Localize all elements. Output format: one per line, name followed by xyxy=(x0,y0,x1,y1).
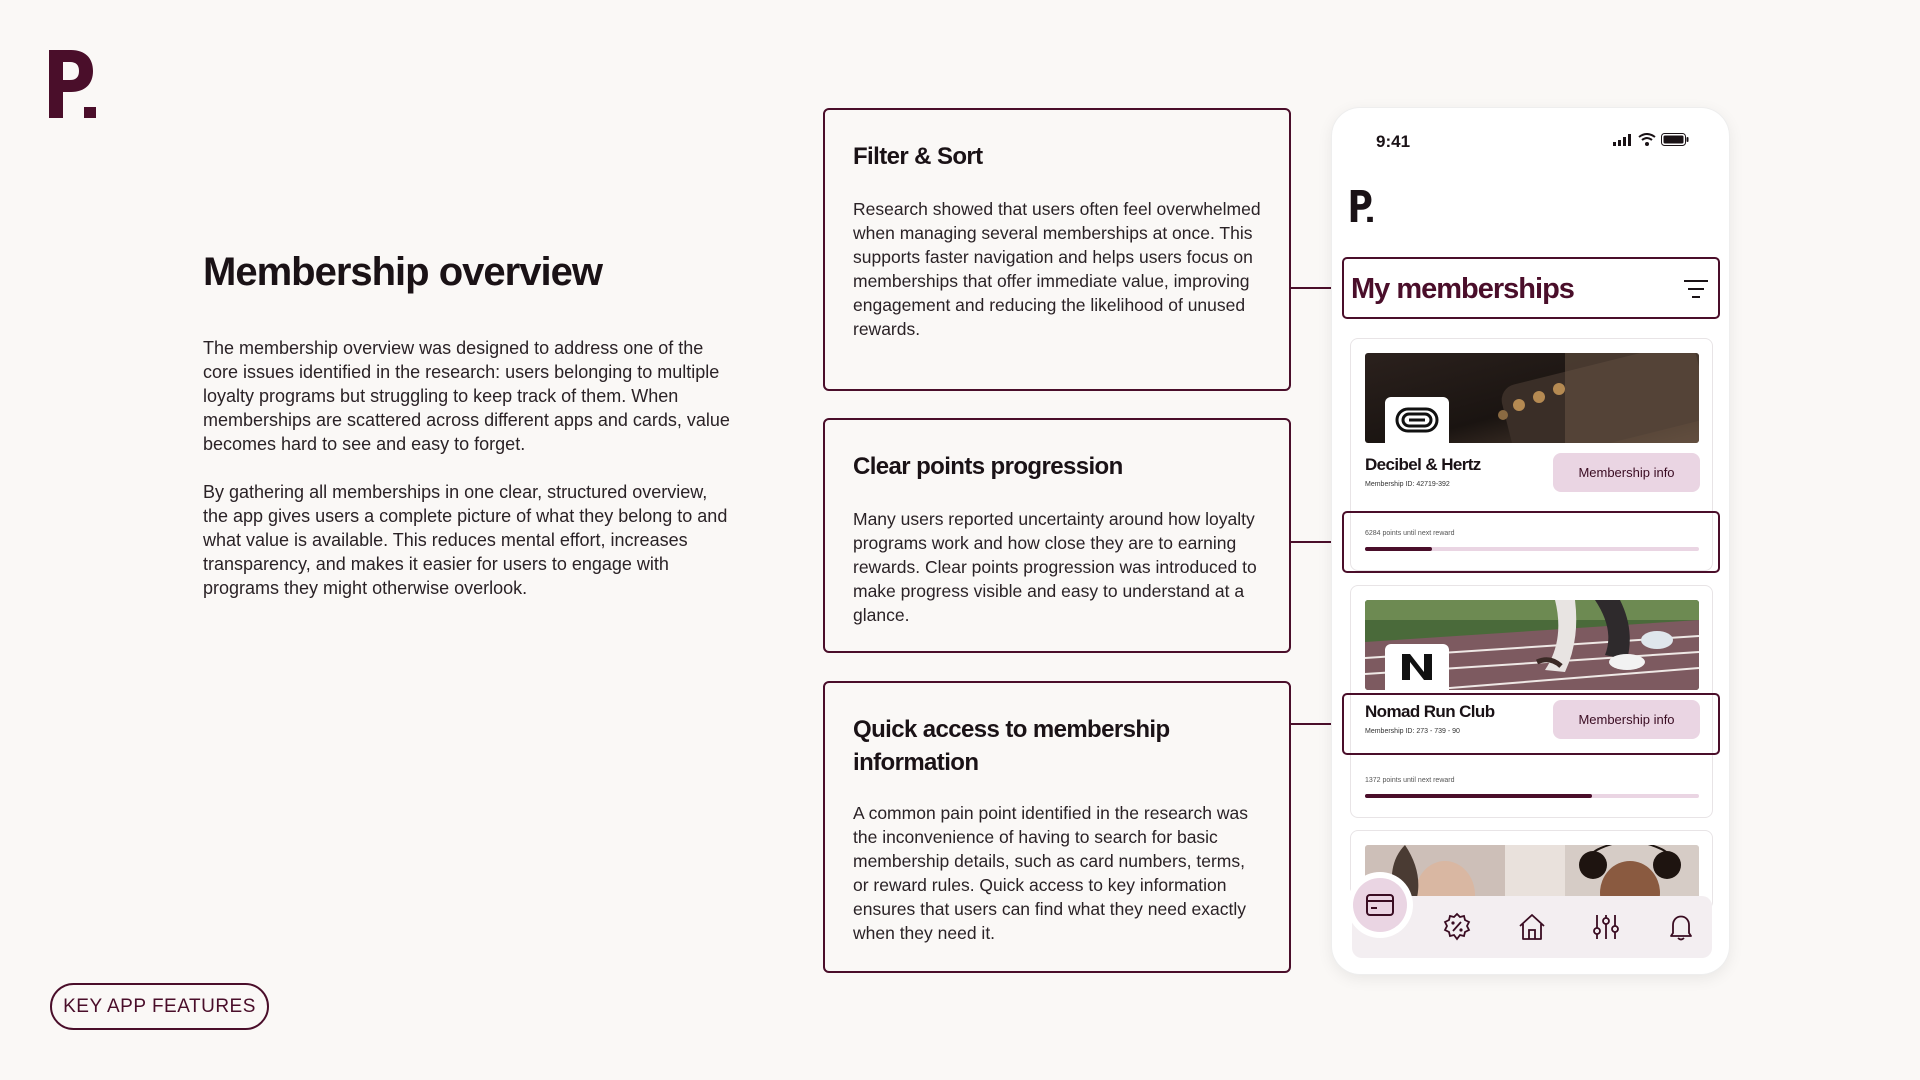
status-icons xyxy=(1613,133,1689,146)
feature-title: Clear points progression xyxy=(853,453,1123,480)
points-progress-bar xyxy=(1365,794,1699,798)
detail-paragraph: By gathering all memberships in one clear, structured overview, the app gives users a complete picture of what they belong to and what value is available. This reduces mental effort, increases transparency, and makes it easier for users to engage with programs they might otherwise overlook. xyxy=(203,482,728,598)
nomad-run-club-logo-icon xyxy=(1400,652,1434,682)
decibel-hertz-logo-icon xyxy=(1394,405,1440,435)
brand-badge xyxy=(1385,644,1449,690)
filter-icon[interactable] xyxy=(1683,278,1709,300)
signal-icon xyxy=(1613,134,1633,146)
bell-icon[interactable] xyxy=(1666,912,1696,942)
battery-icon xyxy=(1661,133,1689,146)
membership-name: Decibel & Hertz xyxy=(1365,455,1481,474)
membership-info-highlight xyxy=(1342,693,1720,755)
feature-body: A common pain point identified in the research was the inconvenience of having to search for basic membership details, such as card numbers, terms, or reward rules. Quick access to key information ensures that users can find what they need exactly when they need it. xyxy=(853,803,1248,943)
my-memberships-header xyxy=(1342,257,1720,319)
brand-logo xyxy=(49,50,99,118)
discount-icon[interactable] xyxy=(1442,912,1472,942)
membership-id: Membership ID: 273 - 739 - 90 xyxy=(1365,728,1460,735)
card-icon xyxy=(1366,894,1394,916)
feature-card-filter-sort xyxy=(823,108,1291,391)
nav-memberships-button[interactable] xyxy=(1353,878,1407,932)
home-icon[interactable] xyxy=(1517,912,1547,942)
status-time: 9:41 xyxy=(1376,132,1411,151)
membership-name: Nomad Run Club xyxy=(1365,702,1495,721)
brand-badge xyxy=(1385,397,1449,443)
feature-card-points-progression xyxy=(823,418,1291,653)
membership-info-button[interactable]: Membership info xyxy=(1553,700,1700,739)
membership-id: Membership ID: 42719-392 xyxy=(1365,481,1450,488)
feature-body: Research showed that users often feel overwhelmed when managing several memberships at once. This supports faster navigation and helps users focus on memberships that offer immediate value, improving engagement and reducing the likelihood of unused rewards. xyxy=(853,199,1261,339)
page-title: Membership overview xyxy=(203,250,602,294)
points-until-reward: 6284 points until next reward xyxy=(1365,530,1455,537)
sliders-icon[interactable] xyxy=(1591,912,1621,942)
key-app-features-tag: KEY APP FEATURES xyxy=(50,983,269,1030)
intro-paragraph: The membership overview was designed to address one of the core issues identified in the research: users belonging to multiple loyalty programs but struggling to keep track of them. When memberships are scattered across different apps and cards, value becomes hard to see and easy to forget. xyxy=(203,338,730,454)
progress-fill xyxy=(1365,794,1592,798)
points-progress-highlight xyxy=(1342,511,1720,573)
membership-image xyxy=(1365,600,1699,690)
feature-title: Filter & Sort xyxy=(853,143,983,170)
feature-title: Quick access to membership information xyxy=(853,716,1170,776)
feature-card-quick-access xyxy=(823,681,1291,973)
wifi-icon xyxy=(1638,133,1656,146)
screen-title: My memberships xyxy=(1351,273,1574,305)
membership-image xyxy=(1365,353,1699,443)
points-until-reward: 1372 points until next reward xyxy=(1365,777,1455,784)
membership-info-button[interactable]: Membership info xyxy=(1553,453,1700,492)
app-logo xyxy=(1350,190,1375,222)
feature-body: Many users reported uncertainty around how loyalty programs work and how close they are to earning rewards. Clear points progression was introduced to make progress visible and easy to understand at a glance. xyxy=(853,509,1257,625)
